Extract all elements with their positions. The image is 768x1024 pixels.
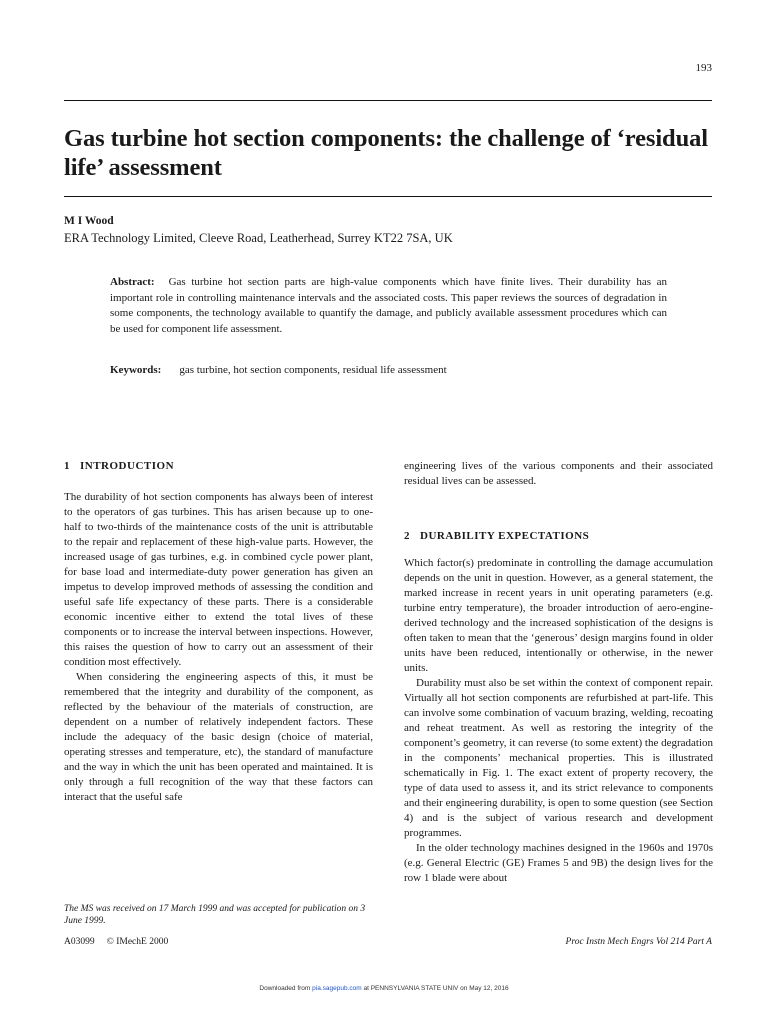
section-1-heading [64, 459, 373, 474]
abstract [110, 275, 667, 337]
journal-citation: Proc Instn Mech Engrs Vol 214 Part A [565, 937, 712, 947]
author-affiliation: ERA Technology Limited, Cleeve Road, Leatherhead, Surrey KT22 7SA, UK [64, 231, 453, 245]
page-number: 193 [695, 62, 712, 74]
right-column [404, 459, 713, 886]
section-1-paragraph-2: When considering the engineering aspects of this, it must be remembered that the integrity and durability of the component, as reflected by the behaviour of the materials of construction, are dependent on a number of relatively independent factors. These include the adequacy of the basic design (choice of material, operating stresses and temperature, etc), the standard of manufacture and the way in which the unit has been operated and maintained. It is only through a full recognition of the way that these factors can interact that the useful safe [64, 671, 373, 803]
top-rule [64, 100, 712, 101]
section-2-paragraph-2: Durability must also be set within the context of component repair. Virtually all hot section components are refurbished at part-life. This can involve some combination of vacuum brazing, welding, recoating and reheat treatment. As well as restoring the integrity of the component’s geometry, it can reverse (to some extent) the degradation in the components’ mechanical properties. This is illustrated schematically in Fig. 1. The exact extent of property recovery, the type of data used to assess it, and its strict relevance to components and their engineering durability, is open to some question (see Section 4) and is the subject of various research and development programmes. [404, 677, 714, 839]
keywords [110, 364, 667, 376]
section-2-number: 2 [404, 530, 410, 542]
keywords-label: Keywords: [110, 364, 162, 376]
section-1-number: 1 [64, 460, 70, 472]
section-1-paragraph-1: The durability of hot section components has always been of interest to the operators of gas turbines. This has arisen because up to one-half to two-thirds of the maintenance costs of the unit is attributable to the repair and replacement of these high-value parts. However, the increased usage of gas turbines, e.g. in combined cycle power plant, for base load and intermediate-duty power generation has given an impetus to develop improved methods of assessing the condition and useful safe life expectancy of these parts. There is a considerable economic incentive either to extend the total lives of these components or to increase the interval between inspections. However, this raises the question of how to carry out an assessment of their condition most effectively. [64, 491, 373, 668]
section-2-title: DURABILITY EXPECTATIONS [420, 530, 590, 542]
abstract-label: Abstract: [110, 276, 155, 288]
received-footnote: The MS was received on 17 March 1999 and was accepted for publication on 3 June 1999. [64, 904, 366, 926]
footer-left [64, 937, 168, 947]
paper-title: Gas turbine hot section components: the challenge of ‘residual life’ assessment [64, 125, 708, 181]
section-2-paragraph-1: Which factor(s) predominate in controlling the damage accumulation depends on the unit in question. However, as a general statement, the marked increase in recent years in unit operating parameters (e.g. turbine entry temperature), the broader introduction of aero-engine-derived technology and the increased sophistication of the designs is often taken to mean that the ‘generous’ design margins found in older units have been reduced, intentionally or otherwise, in the newer units. [404, 557, 713, 674]
section-1-continuation: engineering lives of the various components and their associated residual lives can be assessed. [404, 460, 713, 487]
download-notice [0, 985, 768, 992]
download-link[interactable]: pia.sagepub.com [312, 985, 362, 992]
title-rule [64, 196, 712, 197]
left-column [64, 459, 373, 805]
paper-id: A03099 [64, 937, 95, 947]
section-1-title: INTRODUCTION [80, 460, 175, 472]
download-suffix: at PENNSYLVANIA STATE UNIV on May 12, 2016 [363, 985, 509, 992]
section-2-heading [404, 529, 713, 544]
copyright: © IMechE 2000 [106, 937, 169, 947]
download-prefix: Downloaded from [259, 985, 311, 992]
abstract-text: Gas turbine hot section parts are high-value components which have finite lives. Their durability has an important role in controlling maintenance intervals and the associated costs. This paper reviews the sources of degradation in some components, the technology available to quantify the damage, and publicly available assessment procedures which can be used for component life assessment. [110, 276, 667, 335]
author-name: M I Wood [64, 215, 114, 227]
keywords-text: gas turbine, hot section components, residual life assessment [179, 364, 447, 376]
section-2-paragraph-3: In the older technology machines designed in the 1960s and 1970s (e.g. General Electric (GE) Frames 5 and 9B) the design lives for the row 1 blade were about [404, 842, 713, 884]
